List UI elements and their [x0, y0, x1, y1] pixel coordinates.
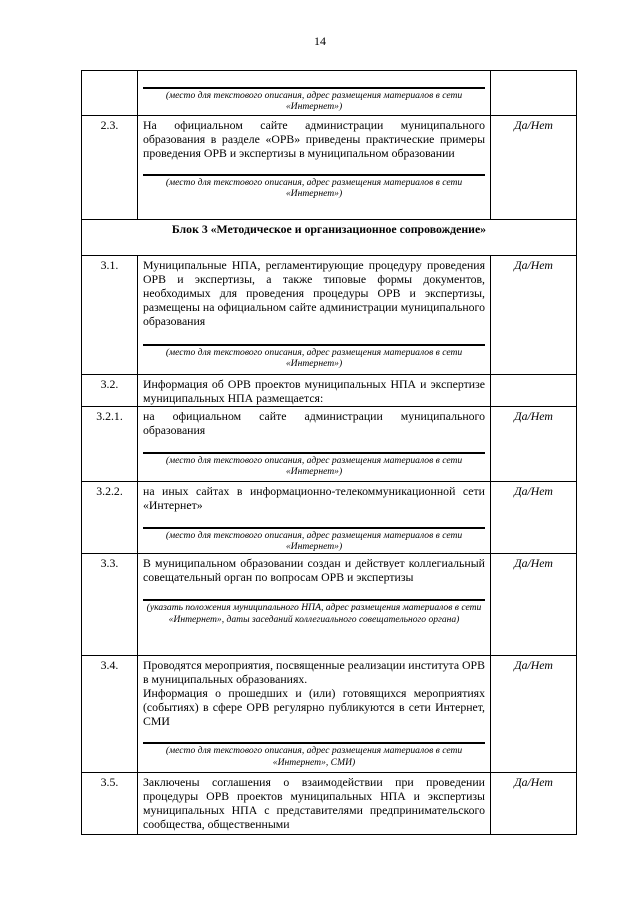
- row-content-cell: [138, 71, 491, 116]
- row-text: на иных сайтах в информационно-телекоммуникационной сети «Интернет»: [143, 484, 485, 512]
- row-number: 2.3.: [82, 116, 138, 220]
- answer-option: Да/Нет: [491, 256, 577, 375]
- row-content-cell: [138, 407, 491, 482]
- field-note: (место для текстового описания, адрес размещения материалов в сети «Интернет», СМИ): [143, 742, 485, 767]
- row-number: 3.3.: [82, 554, 138, 656]
- field-note: (место для текстового описания, адрес размещения материалов в сети «Интернет»): [143, 87, 485, 112]
- table-row: [82, 773, 577, 835]
- field-note: (указать положения муниципального НПА, адрес размещения материалов в сети «Интернет», даты заседаний коллегиального совещательного органа): [143, 599, 485, 624]
- assessment-table: [81, 70, 577, 835]
- table-row: [82, 375, 577, 407]
- page-number: 14: [314, 34, 326, 48]
- row-content-cell: [138, 773, 491, 835]
- row-number-cell: [82, 71, 138, 116]
- answer-option: Да/Нет: [491, 116, 577, 220]
- row-content-cell: [138, 116, 491, 220]
- field-note: (место для текстового описания, адрес размещения материалов в сети «Интернет»): [143, 174, 485, 199]
- row-number: 3.2.: [82, 375, 138, 407]
- table-row: [82, 407, 577, 482]
- field-note: (место для текстового описания, адрес размещения материалов в сети «Интернет»): [143, 344, 485, 369]
- table-row: [82, 256, 577, 375]
- row-text: В муниципальном образовании создан и действует коллегиальный совещательный орган по вопросам ОРВ и экспертизы: [143, 556, 485, 585]
- row-content-cell: [138, 482, 491, 554]
- row-text-secondary: Информация о прошедших и (или) готовящихся мероприятиях (событиях) в сфере ОРВ регулярно публикуются в сети Интернет, СМИ: [143, 686, 485, 729]
- answer-option: Да/Нет: [491, 482, 577, 554]
- block-title: Блок 3 «Методическое и организационное сопровождение»: [82, 220, 577, 256]
- field-note: (место для текстового описания, адрес размещения материалов в сети «Интернет»): [143, 452, 485, 477]
- row-content-cell: [138, 656, 491, 773]
- row-text: На официальном сайте администрации муниципального образования в разделе «ОРВ» приведены практические примеры проведения ОРВ и экспертизы в муниципальном образовании: [143, 118, 485, 160]
- row-number: 3.4.: [82, 656, 138, 773]
- row-number: 3.1.: [82, 256, 138, 375]
- field-note: (место для текстового описания, адрес размещения материалов в сети «Интернет»): [143, 527, 485, 552]
- answer-option: Да/Нет: [491, 554, 577, 656]
- table-row: [82, 71, 577, 116]
- answer-option: Да/Нет: [491, 407, 577, 482]
- table-row: [82, 554, 577, 656]
- row-content-cell: [138, 554, 491, 656]
- row-text: Заключены соглашения о взаимодействии при проведении процедуры ОРВ проектов муниципальных НПА и экспертизы муниципальных НПА с представителями предпринимательского сообщества, общественными: [143, 775, 485, 832]
- row-number: 3.5.: [82, 773, 138, 835]
- answer-cell: [491, 71, 577, 116]
- answer-cell: [491, 375, 577, 407]
- table-row: [82, 116, 577, 220]
- table-row: [82, 482, 577, 554]
- table-row: [82, 656, 577, 773]
- row-text: Информация об ОРВ проектов муниципальных НПА и экспертизе муниципальных НПА размещается:: [143, 377, 485, 405]
- row-content-cell: [138, 256, 491, 375]
- row-number: 3.2.2.: [82, 482, 138, 554]
- row-text: на официальном сайте администрации муниципального образования: [143, 409, 485, 437]
- answer-option: Да/Нет: [491, 656, 577, 773]
- answer-option: Да/Нет: [491, 773, 577, 835]
- row-number: 3.2.1.: [82, 407, 138, 482]
- block-header-row: [82, 220, 577, 256]
- row-text: Муниципальные НПА, регламентирующие процедуру проведения ОРВ и экспертизы, а также типовые формы документов, необходимых для проведения процедуры ОРВ и экспертизы, размещены на официальном сайте администрации муниципального образования: [143, 258, 485, 328]
- row-content-cell: [138, 375, 491, 407]
- row-text: Проводятся мероприятия, посвященные реализации института ОРВ в муниципальных образованиях.: [143, 658, 485, 687]
